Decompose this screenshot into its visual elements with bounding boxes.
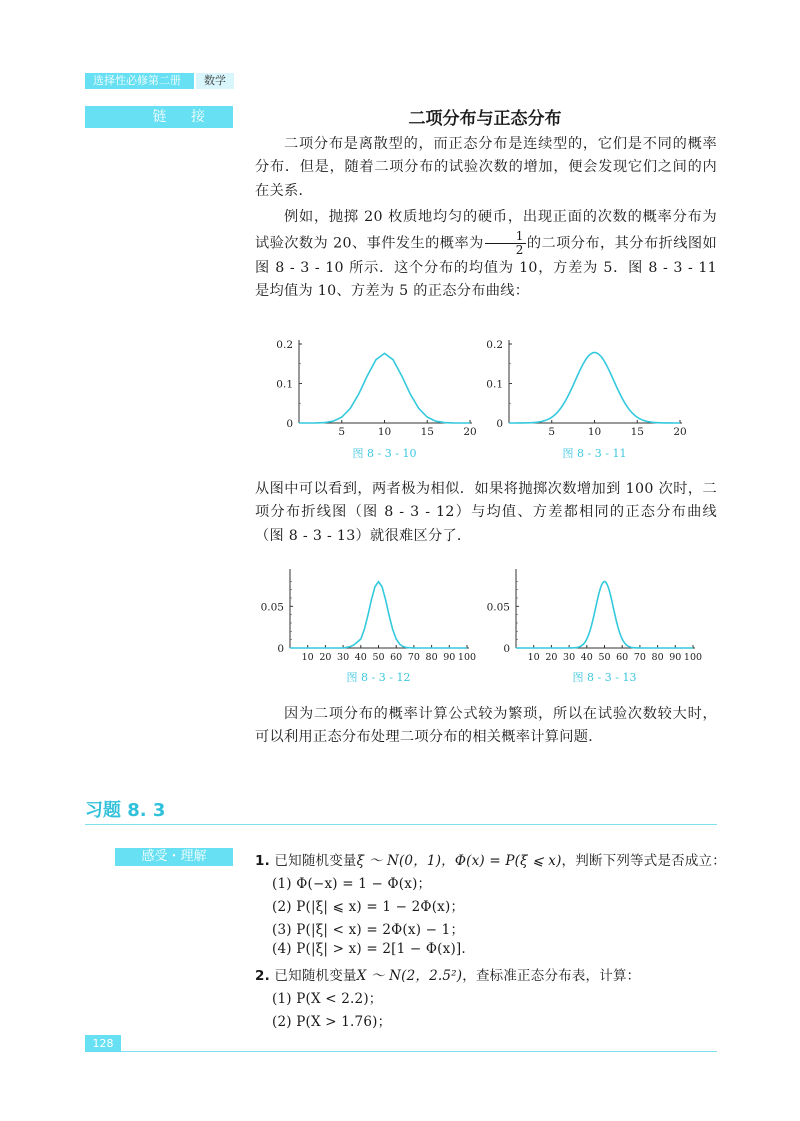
question-1-item-3: (3) P(|ξ| < x) = 2Φ(x) − 1； bbox=[272, 922, 465, 938]
figure-caption: 图 8 - 3 - 11 bbox=[562, 447, 627, 460]
x-tick-label: 50 bbox=[372, 652, 385, 663]
question-1-text-c: ，判断下列等式是否成立： bbox=[561, 853, 726, 869]
y-tick-label: 0 bbox=[496, 418, 503, 430]
fraction-numerator: 1 bbox=[485, 230, 526, 244]
paragraph-1: 二项分布是离散型的，而正态分布是连续型的，它们是不同的概率分布．但是，随着二项分布的试验次数的增加，便会发现它们之间的内在关系． bbox=[255, 136, 717, 199]
fraction-denominator: 2 bbox=[515, 242, 524, 257]
paragraph-3: 从图中可以看到，两者极为相似．如果将抛掷次数增加到 100 次时，二项分布折线图（图 8 - 3 - 12）与均值、方差都相同的正态分布曲线（图 8 - 3 - 13）就很难区分了． bbox=[255, 481, 717, 544]
chart-row-2 bbox=[255, 563, 717, 688]
series-line bbox=[299, 353, 470, 423]
figure-caption: 图 8 - 3 - 12 bbox=[346, 671, 411, 684]
x-tick-label: 100 bbox=[457, 652, 477, 663]
chart-4 bbox=[487, 569, 702, 684]
question-2-number: 2. bbox=[255, 968, 270, 984]
subject-tag: 数学 bbox=[196, 73, 234, 89]
x-tick-label: 70 bbox=[633, 652, 646, 663]
question-2-item-1: (1) P(X < 2.2)； bbox=[272, 991, 383, 1007]
x-tick-label: 30 bbox=[337, 652, 350, 663]
question-2-text-c: ，查标准正态分布表，计算： bbox=[462, 968, 641, 984]
series-line bbox=[516, 582, 693, 648]
x-tick-label: 15 bbox=[630, 426, 644, 438]
y-tick-label: 0.2 bbox=[486, 339, 503, 351]
series-line bbox=[509, 353, 680, 423]
exercise-tag: 感受・理解 bbox=[115, 848, 233, 866]
link-label: 链 接 bbox=[85, 106, 233, 128]
x-tick-label: 40 bbox=[354, 652, 367, 663]
page-number: 128 bbox=[85, 1035, 121, 1052]
y-tick-label: 0.1 bbox=[486, 378, 503, 391]
question-1-item-1: (1) Φ(−x) = 1 − Φ(x)； bbox=[272, 876, 432, 892]
y-tick-label: 0 bbox=[503, 643, 510, 655]
y-tick-label: 0.05 bbox=[260, 601, 284, 614]
question-2-formula: X ～ N(2，2.5²) bbox=[356, 968, 463, 984]
question-1 bbox=[255, 849, 726, 869]
question-1-item-2: (2) P(|ξ| ⩽ x) = 1 − 2Φ(x)； bbox=[272, 899, 465, 915]
x-tick-label: 20 bbox=[673, 426, 687, 438]
exercise-title: 习题 8. 3 bbox=[85, 800, 166, 821]
x-tick-label: 10 bbox=[301, 652, 314, 663]
question-1-formula: ξ ～ N(0，1)，Φ(x) = P(ξ ⩽ x) bbox=[356, 853, 562, 869]
y-tick-label: 0 bbox=[277, 643, 284, 655]
paragraph-2-part-a: 例如，抛掷 20 枚质地均匀的硬币，出现正面的次数的概率分布为试验次数为 20、事件发生的概率为 bbox=[255, 209, 717, 252]
question-2-text-a: 已知随机变量 bbox=[274, 968, 357, 984]
paragraph-4-block bbox=[255, 703, 717, 750]
y-tick-label: 0.1 bbox=[276, 378, 293, 391]
chart-row-1 bbox=[255, 333, 717, 465]
exercise-divider bbox=[85, 824, 717, 825]
section-title: 二项分布与正态分布 bbox=[408, 109, 562, 129]
y-tick-label: 0.2 bbox=[276, 339, 293, 351]
series-line bbox=[290, 582, 467, 648]
question-1-text-a: 已知随机变量 bbox=[274, 853, 357, 869]
x-tick-label: 100 bbox=[683, 652, 703, 663]
x-tick-label: 60 bbox=[390, 652, 403, 663]
x-tick-label: 20 bbox=[319, 652, 332, 663]
x-tick-label: 30 bbox=[563, 652, 576, 663]
question-2 bbox=[255, 964, 640, 984]
x-tick-label: 20 bbox=[463, 426, 477, 438]
x-tick-label: 5 bbox=[548, 426, 556, 438]
x-tick-label: 90 bbox=[443, 652, 456, 663]
figure-caption: 图 8 - 3 - 10 bbox=[352, 447, 417, 460]
x-tick-label: 40 bbox=[580, 652, 593, 663]
chart-1 bbox=[276, 339, 476, 460]
question-2-item-2: (2) P(X > 1.76)； bbox=[272, 1014, 392, 1030]
x-tick-label: 5 bbox=[338, 426, 346, 438]
figure-caption: 图 8 - 3 - 13 bbox=[572, 671, 637, 684]
paragraph-4: 因为二项分布的概率计算公式较为繁琐，所以在试验次数较大时，可以利用正态分布处理二项分布的相关概率计算问题． bbox=[255, 706, 717, 746]
x-tick-label: 70 bbox=[407, 652, 420, 663]
x-tick-label: 10 bbox=[377, 426, 392, 438]
x-tick-label: 15 bbox=[420, 426, 434, 438]
x-tick-label: 10 bbox=[527, 652, 540, 663]
paragraph-3-block bbox=[255, 478, 717, 548]
x-tick-label: 60 bbox=[616, 652, 629, 663]
footer-divider bbox=[121, 1051, 717, 1052]
x-tick-label: 80 bbox=[651, 652, 664, 663]
x-tick-label: 90 bbox=[669, 652, 682, 663]
paragraph-2-part-b: 的二项分布，其分布折线图如图 8 - 3 - 10 所示．这个分布的均值为 10，方差为 5．图 8 - 3 - 11 是均值为 10、方差为 5 的正态分布曲线： bbox=[255, 235, 717, 300]
fraction-one-half bbox=[485, 230, 526, 257]
y-tick-label: 0 bbox=[286, 418, 293, 430]
x-tick-label: 50 bbox=[598, 652, 611, 663]
paragraph-intro bbox=[255, 133, 717, 303]
x-tick-label: 20 bbox=[545, 652, 558, 663]
y-tick-label: 0.05 bbox=[486, 601, 510, 614]
question-1-number: 1. bbox=[255, 853, 270, 869]
x-tick-label: 10 bbox=[587, 426, 602, 438]
chart-3 bbox=[261, 569, 476, 684]
x-tick-label: 80 bbox=[425, 652, 438, 663]
paragraph-2 bbox=[255, 206, 717, 303]
chart-2 bbox=[486, 339, 686, 460]
question-1-item-4: (4) P(|ξ| > x) = 2[1 − Φ(x)]. bbox=[272, 941, 466, 957]
book-tag: 选择性必修第二册 bbox=[85, 73, 194, 89]
